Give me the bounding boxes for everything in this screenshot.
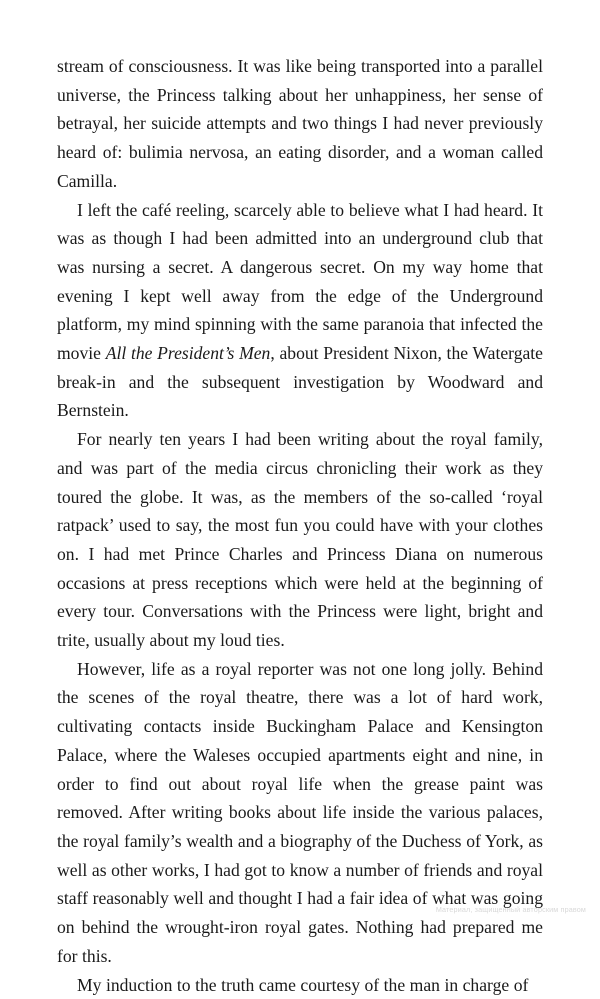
paragraph-text: However, life as a royal reporter was not one long jolly. Behind the scenes of the royal theatre, there was a lot of hard work, cultivating contacts inside Buckingham Palace and Kensington Palace, where the Waleses occupied apartments eight and nine, in order to find out about royal life when the grease paint was removed. After writing books about life inside the various palaces, the royal family’s wealth and a biography of the Duchess of York, as well as other works, I had got to know a number of friends and royal staff reasonably well and thought I had a fair idea of what was going on behind the wrought-iron royal gates. Nothing had prepared me for this.: [57, 659, 543, 966]
paragraph-continuation: [57, 52, 543, 196]
paragraph-text: stream of consciousness. It was like being transported into a parallel universe, the Princess talking about her unhappiness, her sense of betrayal, her suicide attempts and two things I had never previously heard of: bulimia nervosa, an eating disorder, and a woman called Camilla.: [57, 56, 543, 191]
book-title-italic: All the President’s Men: [106, 343, 271, 363]
paragraph-cafe: [57, 196, 543, 426]
paragraph-text-part: I left the café reeling, scarcely able to believe what I had heard. It was as though I had been admitted into an underground club that was nursing a secret. A dangerous secret. On my way home that evening I kept well away from the edge of the Underground platform, my mind spinning with the same paranoia that infected the movie: [57, 200, 543, 364]
paragraph-induction: [57, 971, 543, 999]
paragraph-royal-reporting: [57, 425, 543, 655]
paragraph-text: For nearly ten years I had been writing about the royal family, and was part of the media circus chronicling their work as they toured the globe. It was, as the members of the so-called ‘royal ratpack’ used to say, the most fun you could have with your clothes on. I had met Prince Charles and Princess Diana on numerous occasions at press receptions which were held at the beginning of every tour. Conversations with the Princess were light, bright and trite, usually about my loud ties.: [57, 429, 543, 650]
paragraph-text: My induction to the truth came courtesy of the man in charge of: [77, 975, 528, 995]
page-text-column: [57, 52, 543, 999]
paragraph-behind-scenes: [57, 655, 543, 971]
paragraph-text-part: , about President Nixon, the Watergate break-in and the subsequent investigation by Woodward and Bernstein.: [57, 343, 543, 420]
copyright-watermark: Материал, защищенный авторским правом: [436, 905, 586, 914]
